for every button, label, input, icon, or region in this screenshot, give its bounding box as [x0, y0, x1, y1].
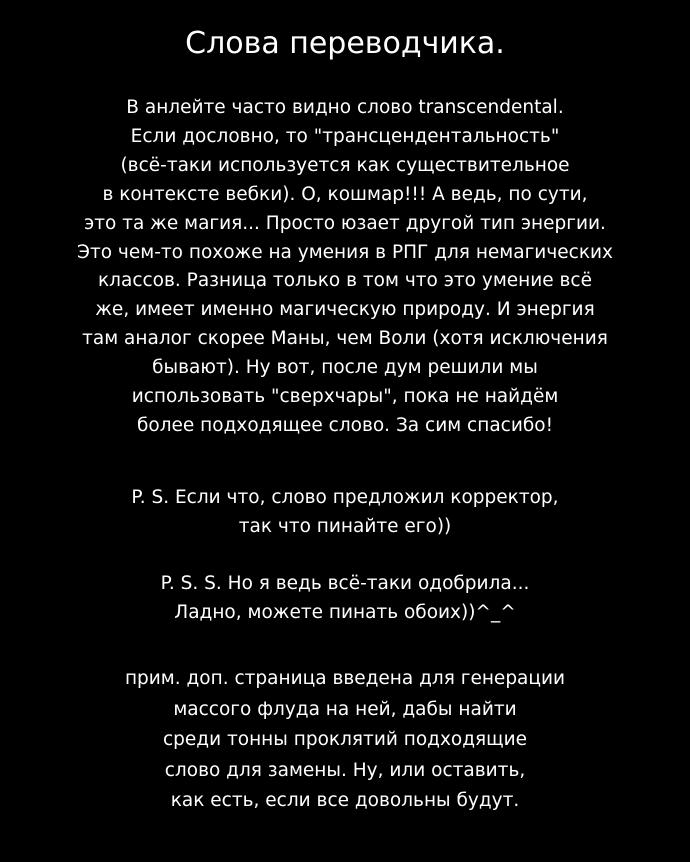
- text-line: более подходящее слово. За сим спасибо!: [136, 414, 553, 436]
- text-line: бывают). Ну вот, после дум решили мы: [152, 357, 538, 379]
- text-line: же, имеет именно магическую природу. И энергия: [95, 299, 595, 321]
- text-line: так что пинайте его)): [238, 516, 452, 537]
- text-line: P. S. Если что, слово предложил корректор,: [131, 487, 559, 508]
- text-line: массого флуда на ней, дабы найти: [173, 698, 517, 720]
- footnote-paragraph: [0, 664, 690, 817]
- text-line: P. S. S. Но я ведь всё-таки одобрила...: [160, 573, 530, 594]
- text-line: Ладно, можете пинать обоих))^_^: [174, 602, 516, 623]
- text-line: Если дословно, то "трансцендентальность": [130, 125, 560, 147]
- page-title: Слова переводчика.: [185, 26, 505, 61]
- text-line: В анлейте часто видно слово transcendental.: [126, 97, 564, 118]
- text-line: как есть, если все довольны будут.: [170, 790, 520, 811]
- text-line: среди тонны проклятий подходящие: [163, 729, 527, 750]
- text-line: в контексте вебки). О, кошмар!!! А ведь, по сути,: [102, 183, 588, 205]
- text-line: Это чем-то похоже на умения в РПГ для немагических: [77, 241, 613, 263]
- main-note-paragraph: [0, 94, 690, 441]
- text-line: (всё-таки используется как существительное: [120, 154, 570, 176]
- text-line: там аналог скорее Маны, чем Воли (хотя исключения: [82, 328, 608, 350]
- text-line: слово для замены. Ну, или оставить,: [164, 759, 526, 781]
- text-line: прим. доп. страница введена для генерации: [124, 668, 566, 689]
- text-line: использовать "сверхчары", пока не найдём: [131, 386, 559, 408]
- pss-paragraph: [0, 569, 690, 627]
- text-line: это та же магия... Просто юзает другой тип энергии.: [84, 212, 606, 234]
- ps-paragraph: [0, 483, 690, 541]
- text-line: классов. Разница только в том что это умение всё: [98, 270, 592, 292]
